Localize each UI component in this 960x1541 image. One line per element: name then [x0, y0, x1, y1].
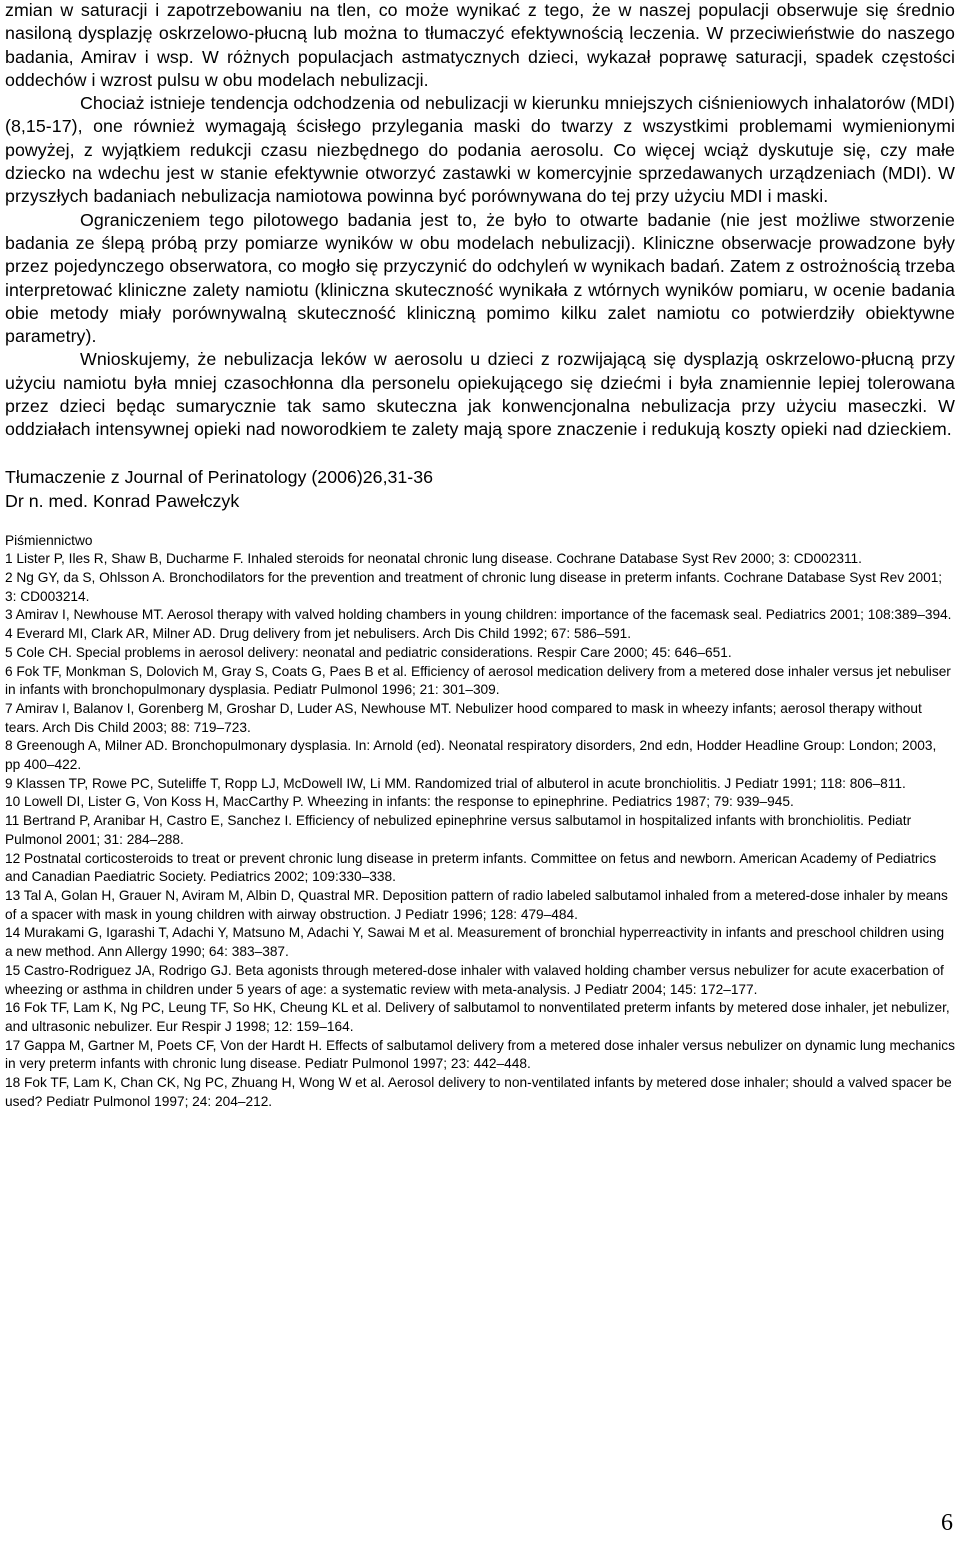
reference-item: 8 Greenough A, Milner AD. Bronchopulmonary dysplasia. In: Arnold (ed). Neonatal respiratory disorders, 2nd edn, Hodder Headline Group: London; 2003, pp 400–422.: [5, 738, 937, 773]
reference-item: 9 Klassen TP, Rowe PC, Suteliffe T, Ropp LJ, McDowell IW, Li MM. Randomized trial of albuterol in acute bronchiolitis. J Pediatr 1991; 118: 806–811.: [5, 775, 906, 791]
reference-item: 1 Lister P, Iles R, Shaw B, Ducharme F. Inhaled steroids for neonatal chronic lung disease. Cochrane Database Syst Rev 2000; 3: CD002311.: [5, 551, 862, 567]
body-text: [5, 0, 955, 442]
paragraph: Chociaż istnieje tendencja odchodzenia od nebulizacji w kierunku mniejszych ciśnieniowych inhalatorów (MDI) (8,15-17), one również wymagają ścisłego przylegania maski do twarzy z wszystkimi problemami wymienionymi powyżej, z wyjątkiem redukcji czasu niezbędnego do podania aerosolu. Co więcej wciąż dyskutuje się, czy małe dziecko na wdechu jest w stanie efektywnie otworzyć zastawki w komercyjnie sprzedawanych urządzeniach (MDI). W przyszłych badaniach nebulizacja namiotowa powinna być porównywana do tej przy użyciu MDI i maski.: [5, 93, 955, 207]
reference-item: 2 Ng GY, da S, Ohlsson A. Bronchodilators for the prevention and treatment of chronic lung disease in preterm infants. Cochrane Database Syst Rev 2001; 3: CD003214.: [5, 570, 943, 604]
reference-item: 6 Fok TF, Monkman S, Dolovich M, Gray S, Coats G, Paes B et al. Efficiency of aerosol medication delivery from a metered dose inhaler versus jet nebuliser in infants with bronchopulmonary dysplasia. Pediatr Pulmonol 1996; 21: 301–309.: [5, 663, 951, 698]
paragraph: Ograniczeniem tego pilotowego badania jest to, że było to otwarte badanie (nie jest możliwe stworzenie badania ze ślepą próbą przy pomiarze wyników w obu modelach nebulizacji). Kliniczne obserwacje prowadzone były przez pojedynczego obserwatora, co mogło się przyczynić do odchyleń w wynikach badań. Zatem z ostrożnością trzeba interpretować kliniczne zalety namiotu (kliniczna skuteczność wynikała z wtórnych wyników pomiaru, w ocenie badania obie metody miały porównywalną skuteczność kliniczną pomimo kilku zalet namiotu co potwierdziły obiektywne parametry).: [5, 209, 955, 347]
bibliography-heading: Piśmiennictwo: [5, 532, 93, 548]
translation-credit: Tłumaczenie z Journal of Perinatology (2006)26,31-36: [5, 466, 433, 487]
reference-item: 13 Tal A, Golan H, Grauer N, Aviram M, Albin D, Quastral MR. Deposition pattern of radio labeled salbutamol inhaled from a metered-dose inhaler by means of a spacer with mask in young children with airway obstruction. J Pediatr 1996; 128: 479–484.: [5, 888, 948, 922]
spacer: [5, 442, 955, 465]
reference-item: 18 Fok TF, Lam K, Chan CK, Ng PC, Zhuang H, Wong W et al. Aerosol delivery to non-ventilated infants by metered dose inhaler; should a valved spacer be used? Pediatr Pulmonol 1997; 24: 204–212.: [5, 1075, 952, 1109]
bibliography: [5, 532, 955, 1112]
reference-item: 14 Murakami G, Igarashi T, Adachi Y, Matsuno M, Adachi Y, Sawai M et al. Measurement of bronchial hyperreactivity in infants and preschool children using a new method. Ann Allergy 1990; 64: 383–387.: [5, 925, 945, 960]
reference-item: 4 Everard MI, Clark AR, Milner AD. Drug delivery from jet nebulisers. Arch Dis Child 1992; 67: 586–591.: [5, 626, 632, 642]
paragraph: zmian w saturacji i zapotrzebowaniu na tlen, co może wynikać z tego, że w naszej populacji obserwuje się średnio nasiloną dysplazję oskrzelowo-płucną lub można to tłumaczyć efektywnością leczenia. W przeciwieństwie do naszego badania, Amirav i wsp. W różnych populacjach astmatycznych dzieci, wykazał poprawę saturacji, spadek częstości oddechów i wzrost pulsu w obu modelach nebulizacji.: [5, 0, 955, 90]
paragraph: Wnioskujemy, że nebulizacja leków w aerosolu u dzieci z rozwijającą się dysplazją oskrzelowo-płucną przy użyciu namiotu była mniej czasochłonna dla personelu opiekującego się dziećmi i była znamiennie lepiej tolerowana przez dzieci będąc sumarycznie tak samo skuteczna jak konwencjonalna nebulizacja przy użyciu maseczki. W oddziałach intensywnej opieki nad noworodkiem te zalety mają spore znaczenie i redukują koszty opieki nad dzieckiem.: [5, 349, 955, 440]
reference-item: 12 Postnatal corticosteroids to treat or prevent chronic lung disease in preterm infants. Committee on fetus and newborn. American Academy of Pediatrics and Canadian Paediatric Society. Pediatrics 2002; 109:330–338.: [5, 850, 937, 885]
reference-item: 3 Amirav I, Newhouse MT. Aerosol therapy with valved holding chambers in young children: importance of the facemask seal. Pediatrics 2001; 108:389–394.: [5, 607, 952, 623]
reference-item: 16 Fok TF, Lam K, Ng PC, Leung TF, So HK, Cheung KL et al. Delivery of salbutamol to nonventilated preterm infants by metered dose inhaler, jet nebulizer, and ultrasonic nebulizer. Eur Respir J 1998; 12: 159–164.: [5, 1000, 950, 1034]
reference-item: 11 Bertrand P, Aranibar H, Castro E, Sanchez I. Efficiency of nebulized epinephrine versus salbutamol in hospitalized infants with bronchiolitis. Pediatr Pulmonol 2001; 31: 284–288.: [5, 813, 912, 847]
reference-item: 17 Gappa M, Gartner M, Poets CF, Von der Hardt H. Effects of salbutamol delivery from a metered dose inhaler versus nebulizer on dynamic lung mechanics in very preterm infants with chronic lung disease. Pediatr Pulmonol 1997; 23: 442–448.: [5, 1037, 955, 1072]
page-number: 6: [941, 1510, 953, 1536]
reference-item: 10 Lowell DI, Lister G, Von Koss H, MacCarthy P. Wheezing in infants: the response to epinephrine. Pediatrics 1987; 79: 939–945.: [5, 794, 794, 810]
reference-item: 7 Amirav I, Balanov I, Gorenberg M, Groshar D, Luder AS, Newhouse MT. Nebulizer hood compared to mask in wheezy infants; aerosol therapy without tears. Arch Dis Child 2003; 88: 719–723.: [5, 700, 922, 735]
document-page: [5, 0, 955, 1111]
reference-item: 15 Castro-Rodriguez JA, Rodrigo GJ. Beta agonists through metered-dose inhaler with valaved holding chamber versus nebulizer for acute exacerbation of wheezing or asthma in children under 5 years of age: a systematic review with meta-analysis. J Pediatr 2004; 145: 172–177.: [5, 962, 944, 997]
credits: [5, 465, 955, 513]
author-credit: Dr n. med. Konrad Pawełczyk: [5, 490, 240, 511]
reference-item: 5 Cole CH. Special problems in aerosol delivery: neonatal and pediatric considerations. Respir Care 2000; 45: 646–651.: [5, 644, 732, 660]
